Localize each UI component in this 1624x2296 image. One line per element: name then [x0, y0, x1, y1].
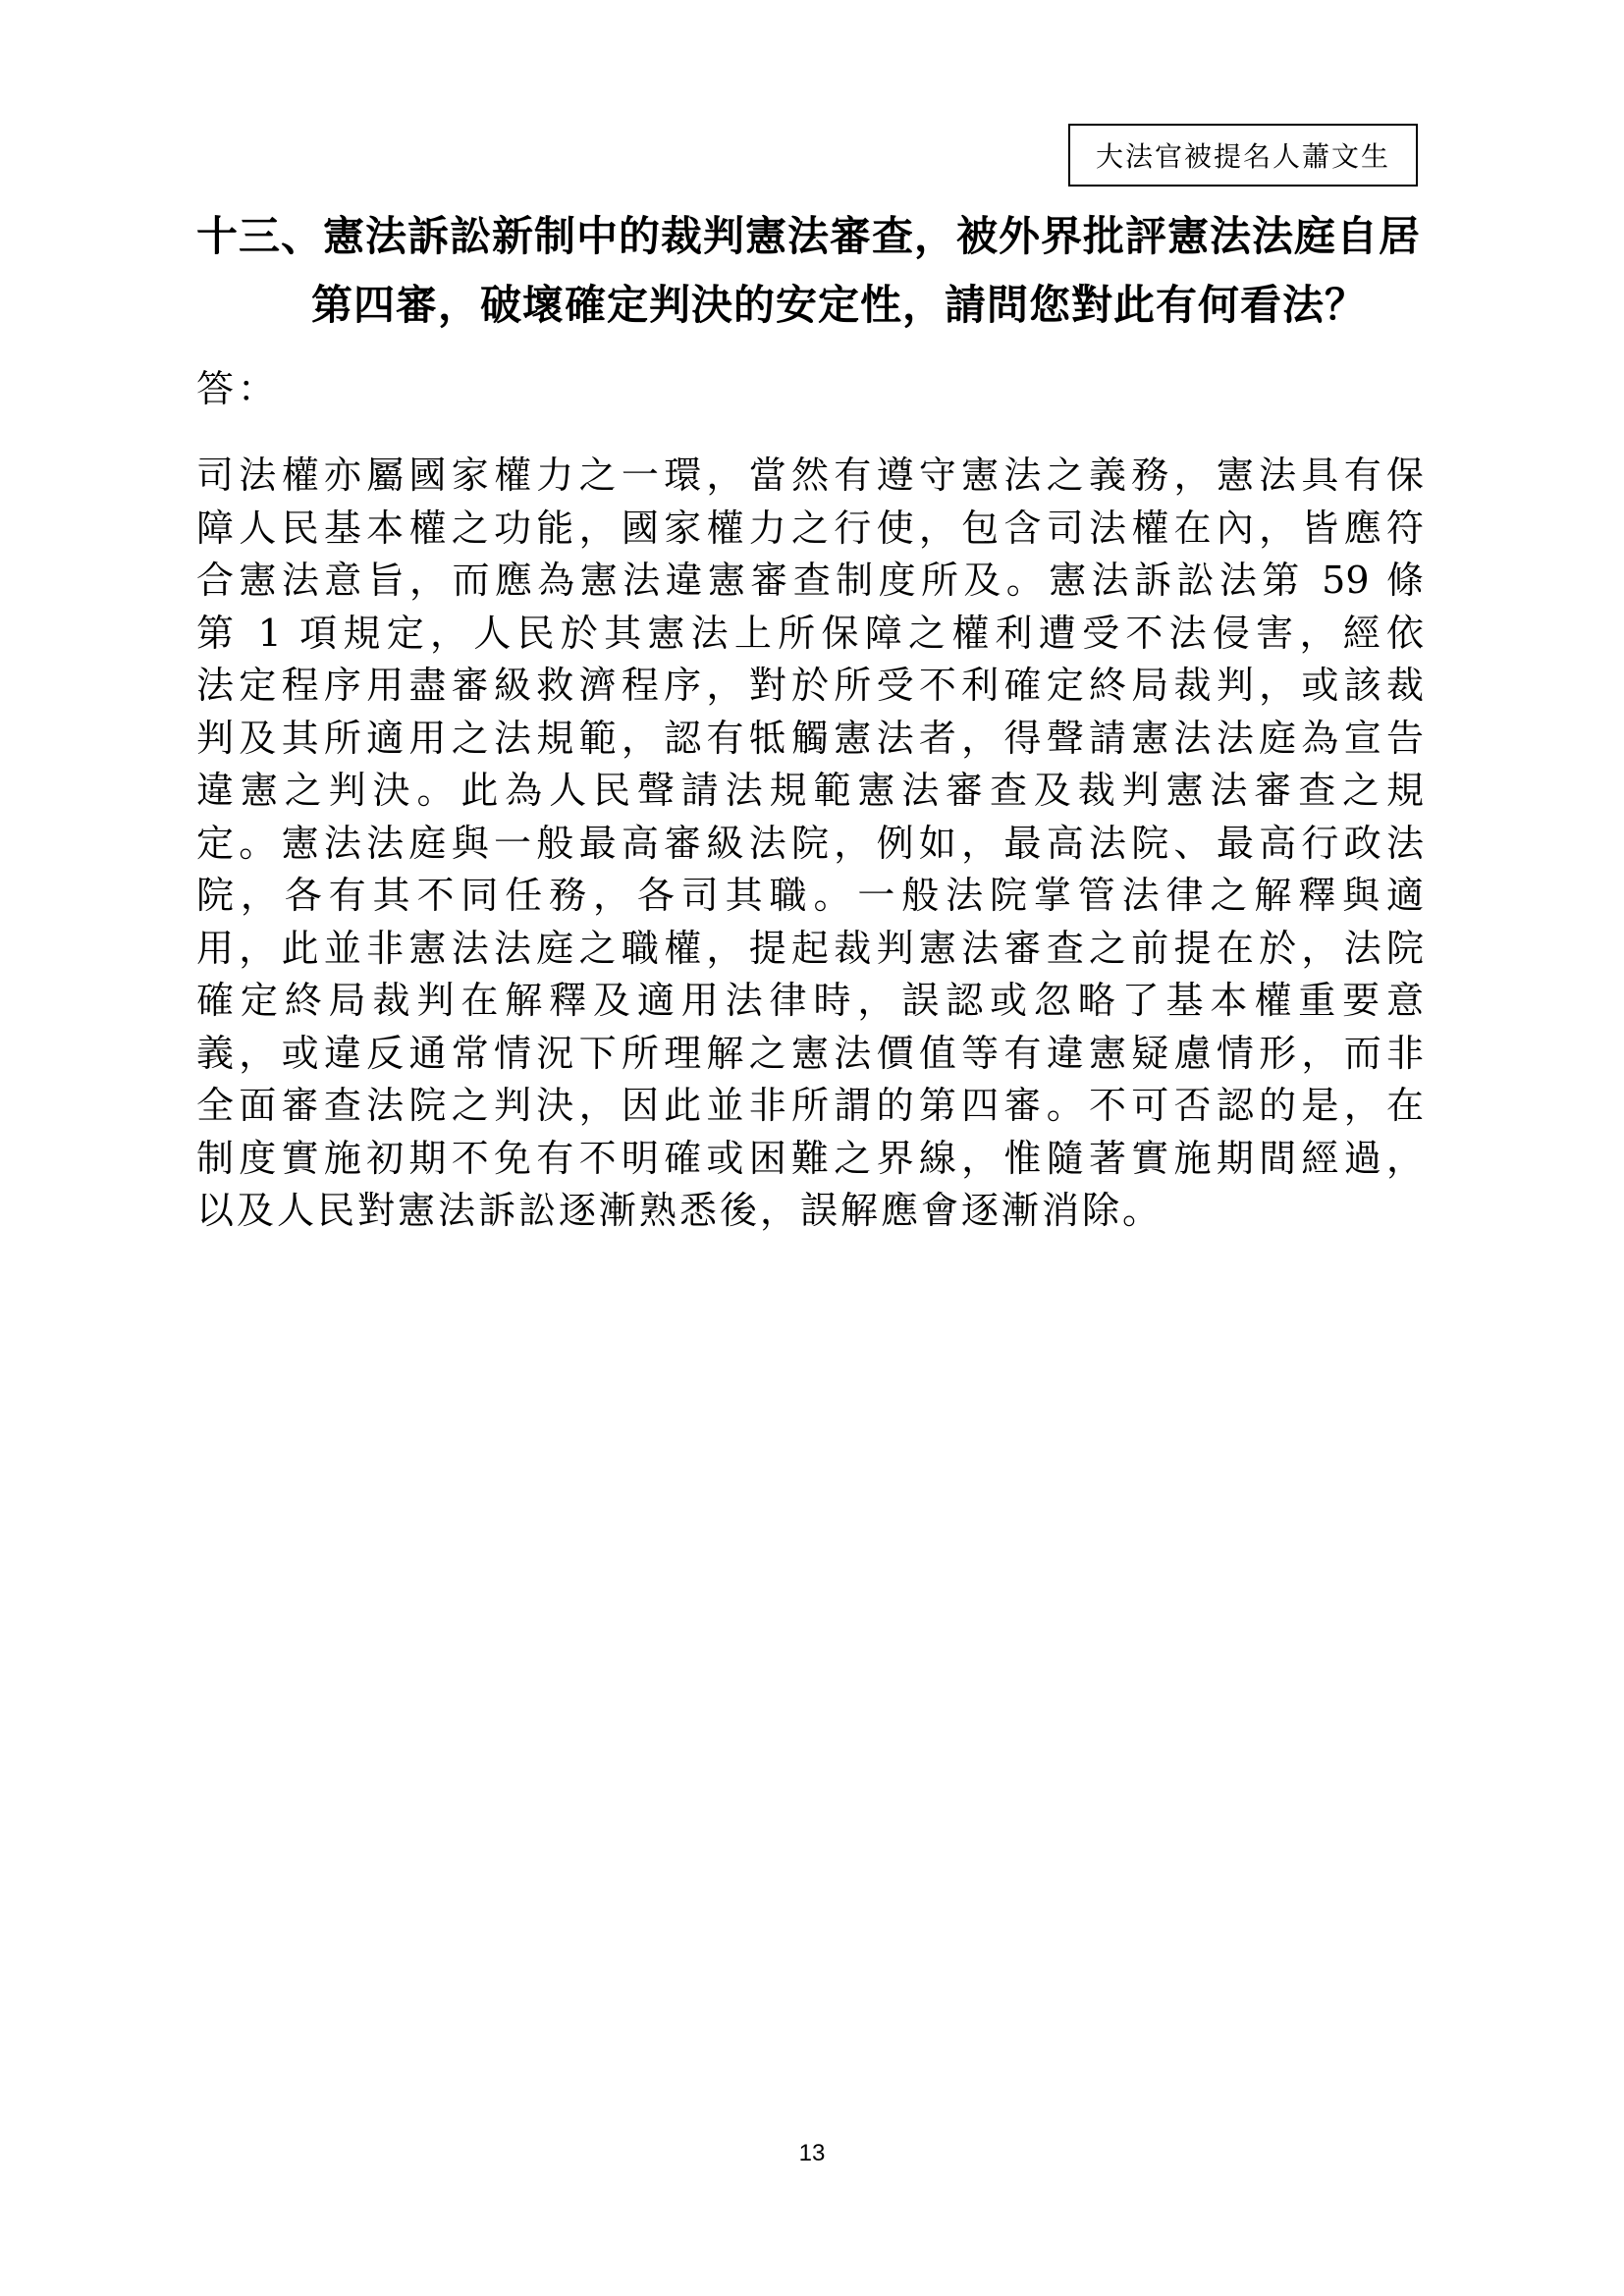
question-heading [196, 202, 1424, 340]
answer-line: 法定程序用盡審級救濟程序，對於所受不利確定終局裁判，或該裁 [196, 664, 1424, 707]
answer-line: 障人民基本權之功能，國家權力之行使，包含司法權在內，皆應符 [196, 506, 1424, 550]
answer-line: 義，或違反通常情況下所理解之憲法價值等有違憲疑慮情形，而非 [196, 1031, 1424, 1075]
question-line-1: 十三、憲法訴訟新制中的裁判憲法審查，被外界批評憲法法庭自居 [196, 212, 1422, 260]
answer-line: 院，各有其不同任務，各司其職。一般法院掌管法律之解釋與適 [196, 874, 1424, 917]
answer-label: 答： [196, 367, 280, 410]
answer-line: 判及其所適用之法規範，認有牴觸憲法者，得聲請憲法法庭為宣告 [196, 716, 1424, 760]
answer-line: 合憲法意旨，而應為憲法違憲審查制度所及。憲法訴訟法第 59 條 [196, 559, 1424, 602]
answer-line: 以及人民對憲法訴訟逐漸熟悉後，誤解應會逐漸消除。 [196, 1189, 1164, 1232]
answer-line: 制度實施初期不免有不明確或困難之界線，惟隨著實施期間經過， [196, 1136, 1424, 1180]
nominee-label-box [1068, 124, 1418, 187]
answer-line: 確定終局裁判在解釋及適用法律時，誤認或忽略了基本權重要意 [196, 979, 1424, 1022]
answer-paragraph [196, 450, 1424, 1238]
question-line-2: 第四審，破壞確定判決的安定性，請問您對此有何看法？ [311, 281, 1368, 329]
answer-line: 用，此並非憲法法庭之職權，提起裁判憲法審查之前提在於，法院 [196, 926, 1424, 970]
page-number: 13 [798, 2140, 826, 2166]
answer-line: 第 1 項規定，人民於其憲法上所保障之權利遭受不法侵害，經依 [196, 611, 1424, 655]
answer-line: 違憲之判決。此為人民聲請法規範憲法審查及裁判憲法審查之規 [196, 769, 1424, 812]
answer-line: 定。憲法法庭與一般最高審級法院，例如，最高法院、最高行政法 [196, 821, 1424, 865]
answer-line: 全面審查法院之判決，因此並非所謂的第四審。不可否認的是，在 [196, 1084, 1424, 1127]
answer-line: 司法權亦屬國家權力之一環，當然有遵守憲法之義務，憲法具有保 [196, 454, 1424, 497]
nominee-label: 大法官被提名人蕭文生 [1095, 140, 1390, 173]
